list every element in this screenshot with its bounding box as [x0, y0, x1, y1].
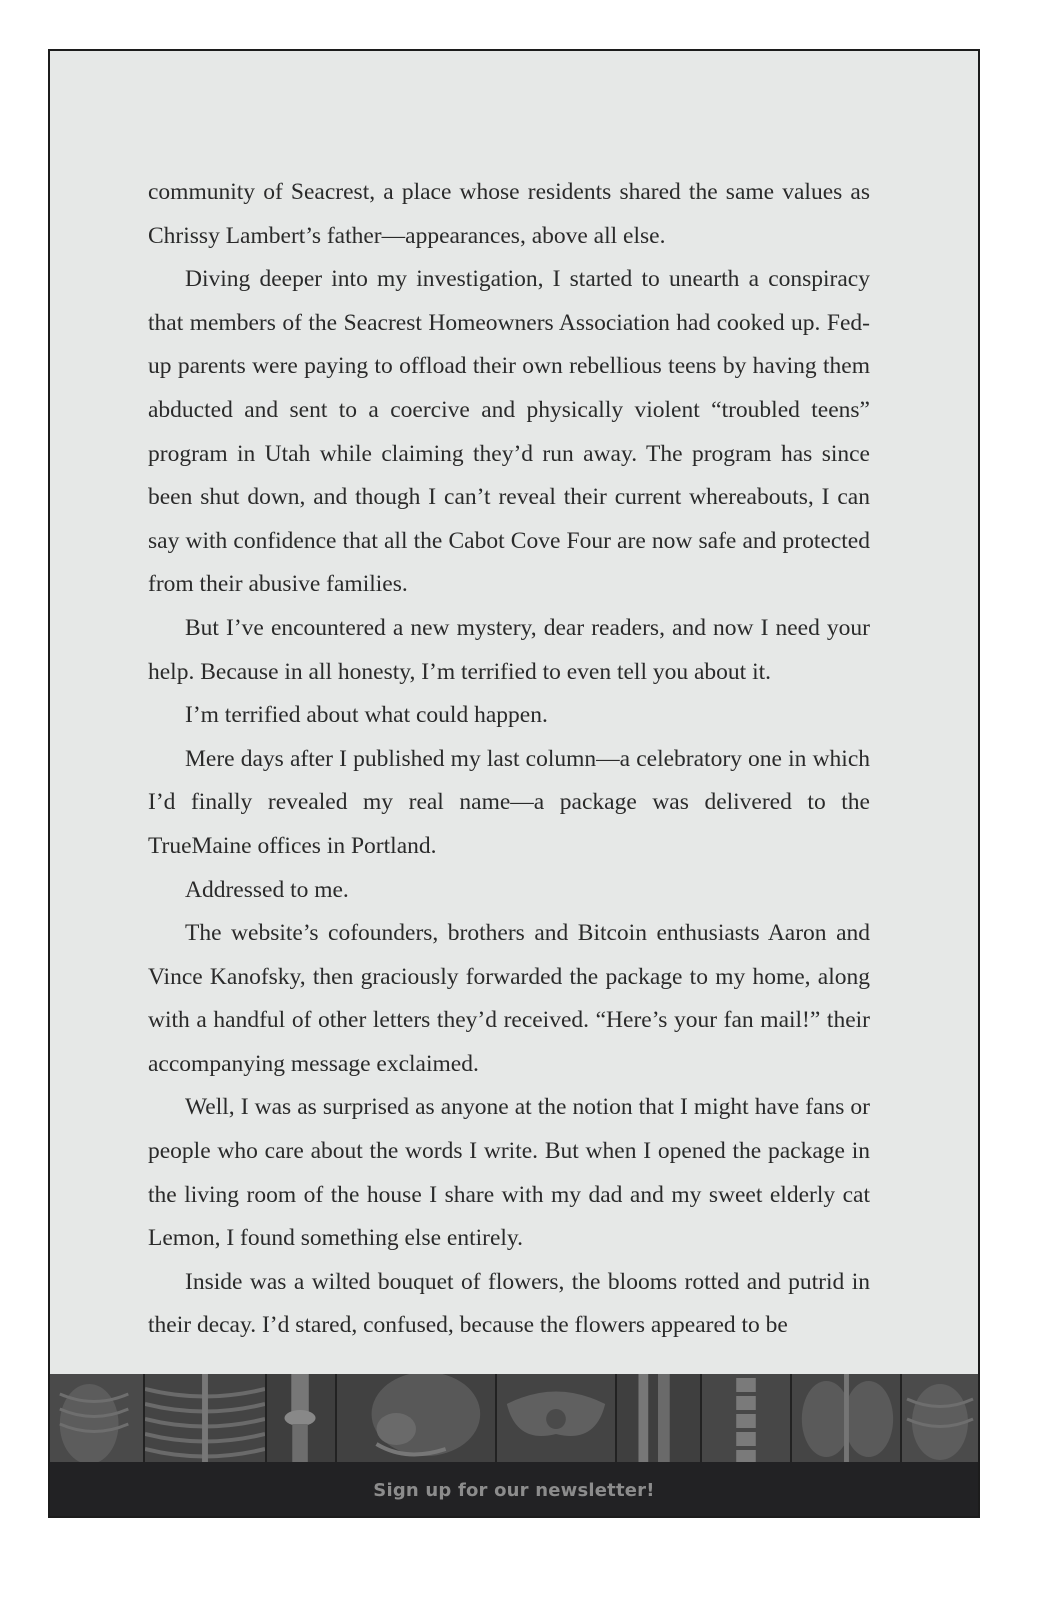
torso-xray-image: [792, 1374, 902, 1462]
paragraph: But I’ve encountered a new mystery, dear readers, and now I need your help. Because in all honesty, I’m terrified to even tell you about it.: [148, 614, 870, 685]
chest-xray-image: [902, 1374, 978, 1462]
footer-bar: [50, 1462, 978, 1518]
paragraph: The website’s cofounders, brothers and Bitcoin enthusiasts Aaron and Vince Kanofsky, then graciously forwarded the package to my home, along with a handful of other letters they’d received. “Here’s your fan mail!” their accompanying message exclaimed.: [148, 920, 870, 1077]
paragraph: Diving deeper into my investigation, I started to unearth a conspiracy that members of the Seacrest Homeowners Association had cooked up. Fed-up parents were paying to offload their own rebellious teens by having them abducted and sent to a coercive and physically violent “troubled teens” program in Utah while claiming they’d run away. The program has since been shut down, and though I can’t reveal their current whereabouts, I can say with confidence that all the Cabot Cove Four are now safe and protected from their abusive families.: [148, 266, 870, 598]
spine-xray-image: [702, 1374, 792, 1462]
knee-xray-image: [267, 1374, 337, 1462]
paragraph: Well, I was as surprised as anyone at the notion that I might have fans or people who care about the words I write. But when I opened the package in the living room of the house I share with my dad and my sweet elderly cat Lemon, I found something else entirely.: [148, 1094, 870, 1252]
newsletter-signup-link[interactable]: Sign up for our newsletter!: [373, 1479, 655, 1501]
page-frame: [48, 49, 980, 1518]
paragraph: community of Seacrest, a place whose residents shared the same values as Chrissy Lambert’s father—appearances, above all else.: [148, 179, 870, 249]
ribcage-xray-image: [145, 1374, 267, 1462]
paragraph: Addressed to me.: [185, 876, 349, 903]
paragraph: I’m terrified about what could happen.: [185, 702, 548, 729]
pelvis-xray-image: [497, 1374, 617, 1462]
xray-image-strip: [50, 1374, 978, 1462]
arm-xray-image: [617, 1374, 702, 1462]
body-text: [148, 171, 870, 1348]
paragraph: Mere days after I published my last column—a celebratory one in which I’d finally revealed my real name—a package was delivered to the TrueMaine offices in Portland.: [148, 745, 870, 859]
paragraph: Inside was a wilted bouquet of flowers, the blooms rotted and putrid in their decay. I’d stared, confused, because the flowers appeared to be: [148, 1268, 870, 1339]
skull-xray-image: [337, 1374, 497, 1462]
chest-xray-image: [50, 1374, 145, 1462]
